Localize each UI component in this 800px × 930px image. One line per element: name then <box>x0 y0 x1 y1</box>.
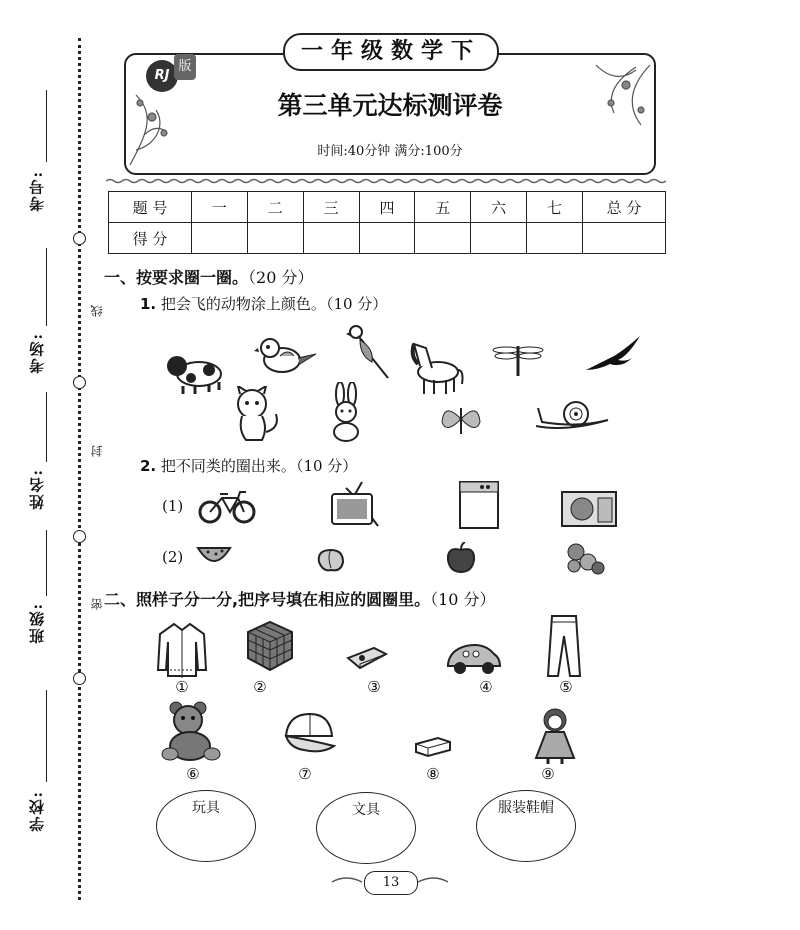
toys-group-label: 玩具 <box>192 800 220 816</box>
score-input-cell[interactable] <box>583 223 666 254</box>
binding-hole <box>73 672 86 685</box>
kitten-icon[interactable] <box>230 386 282 442</box>
question-1 <box>140 293 387 314</box>
binding-char-line: 线 <box>90 305 104 317</box>
table-cell: 得 分 <box>109 223 192 254</box>
apple-icon[interactable] <box>446 542 476 574</box>
question-1-number: 1. <box>140 295 157 313</box>
clothing-answer-circle[interactable] <box>476 790 576 862</box>
item-number: ④ <box>479 678 493 696</box>
item-number: ① <box>175 678 189 696</box>
table-cell: 五 <box>415 192 471 223</box>
class-line[interactable] <box>46 530 47 596</box>
puppy-icon[interactable] <box>165 350 227 396</box>
binding-hole <box>73 530 86 543</box>
television-icon[interactable] <box>330 478 380 530</box>
page-title: 第三单元达标测评卷 <box>277 91 503 120</box>
question-2-text: 把不同类的圈出来。 <box>160 457 296 475</box>
peach-icon[interactable] <box>316 544 346 572</box>
washing-machine-icon[interactable] <box>458 480 500 530</box>
table-cell: 六 <box>471 192 527 223</box>
pencil-sharpener-icon[interactable] <box>344 644 390 672</box>
horse-icon[interactable] <box>404 336 464 396</box>
score-input-cell[interactable] <box>527 223 583 254</box>
score-input-cell[interactable] <box>359 223 415 254</box>
exam-room-label: 考场: <box>28 332 46 374</box>
teddy-bear-icon[interactable] <box>160 700 222 762</box>
class-label: 班级: <box>28 602 46 644</box>
question-2-number: 2. <box>140 457 157 475</box>
air-conditioner-icon[interactable] <box>560 488 618 528</box>
bicycle-icon[interactable] <box>198 488 256 524</box>
question-1-text: 把会飞的动物涂上颜色。 <box>160 295 326 313</box>
section-2-points: （10 分） <box>430 590 496 609</box>
score-input-cell[interactable] <box>471 223 527 254</box>
edition-char: 版 <box>174 54 196 80</box>
grade-banner: 一年级数学下 <box>283 33 499 71</box>
blouse-icon[interactable] <box>156 622 208 678</box>
exam-number-line[interactable] <box>46 90 47 162</box>
exam-number-label: 考号: <box>28 170 46 212</box>
snail-icon[interactable] <box>532 400 610 432</box>
table-cell: 二 <box>247 192 303 223</box>
section-1-title <box>104 265 313 288</box>
edition-badge: RJ <box>146 60 178 92</box>
swallow-icon[interactable] <box>584 334 642 374</box>
item-number: ⑦ <box>298 765 312 783</box>
item-number: ⑥ <box>186 765 200 783</box>
butterfly-icon[interactable] <box>440 402 482 438</box>
wavy-divider <box>106 178 674 184</box>
name-label: 姓名: <box>28 468 46 510</box>
binding-dotted-line <box>78 38 81 900</box>
page-number: 13 <box>364 871 418 895</box>
cap-icon[interactable] <box>282 712 338 754</box>
eraser-icon[interactable] <box>412 734 454 758</box>
trousers-icon[interactable] <box>546 614 582 678</box>
section-1-points: （20 分） <box>248 268 314 287</box>
binding-hole <box>73 232 86 245</box>
question-2 <box>140 455 357 476</box>
table-cell: 三 <box>303 192 359 223</box>
question-2-points: （10 分） <box>295 457 358 475</box>
section-2-title <box>104 587 496 610</box>
table-cell: 总 分 <box>583 192 666 223</box>
item-number: ⑤ <box>559 678 573 696</box>
grapes-pile-icon[interactable] <box>562 540 606 578</box>
bird-icon[interactable] <box>254 334 318 380</box>
dragonfly-icon[interactable] <box>490 340 546 378</box>
table-cell: 四 <box>359 192 415 223</box>
rabbit-icon[interactable] <box>326 382 366 442</box>
stationery-answer-circle[interactable] <box>316 792 416 864</box>
table-cell: 一 <box>192 192 248 223</box>
doll-icon[interactable] <box>532 706 578 766</box>
score-input-cell[interactable] <box>247 223 303 254</box>
binding-hole <box>73 376 86 389</box>
exam-time-info: 时间:40分钟 满分:100分 <box>317 144 463 159</box>
section-2-heading: 二、照样子分一分,把序号填在相应的圆圈里。 <box>104 590 431 609</box>
school-label: 学校: <box>28 790 46 832</box>
row-1-label: (1) <box>162 497 184 515</box>
score-input-cell[interactable] <box>415 223 471 254</box>
item-number: ⑧ <box>426 765 440 783</box>
item-number: ③ <box>367 678 381 696</box>
parrot-icon[interactable] <box>346 324 392 380</box>
score-input-cell[interactable] <box>192 223 248 254</box>
score-table <box>108 191 666 254</box>
question-1-points: （10 分） <box>325 295 388 313</box>
table-cell: 题 号 <box>109 192 192 223</box>
exam-room-line[interactable] <box>46 248 47 326</box>
name-line[interactable] <box>46 392 47 462</box>
binding-char-seal: 封 <box>90 445 104 457</box>
section-1-heading: 一、按要求圈一圈。 <box>104 268 249 287</box>
table-cell: 七 <box>527 192 583 223</box>
clothing-group-label: 服装鞋帽 <box>498 800 554 816</box>
score-table-score-row <box>109 223 666 254</box>
watermelon-slice-icon[interactable] <box>196 542 232 568</box>
stationery-group-label: 文具 <box>352 802 380 818</box>
school-line[interactable] <box>46 690 47 782</box>
toys-answer-circle[interactable] <box>156 790 256 862</box>
item-number: ② <box>253 678 267 696</box>
rubiks-cube-icon[interactable] <box>244 620 294 672</box>
score-input-cell[interactable] <box>303 223 359 254</box>
binding-char-secret: 密 <box>90 598 104 610</box>
toy-car-icon[interactable] <box>444 640 502 676</box>
item-number: ⑨ <box>541 765 555 783</box>
row-2-label: (2) <box>162 548 184 566</box>
score-table-header-row <box>109 192 666 223</box>
